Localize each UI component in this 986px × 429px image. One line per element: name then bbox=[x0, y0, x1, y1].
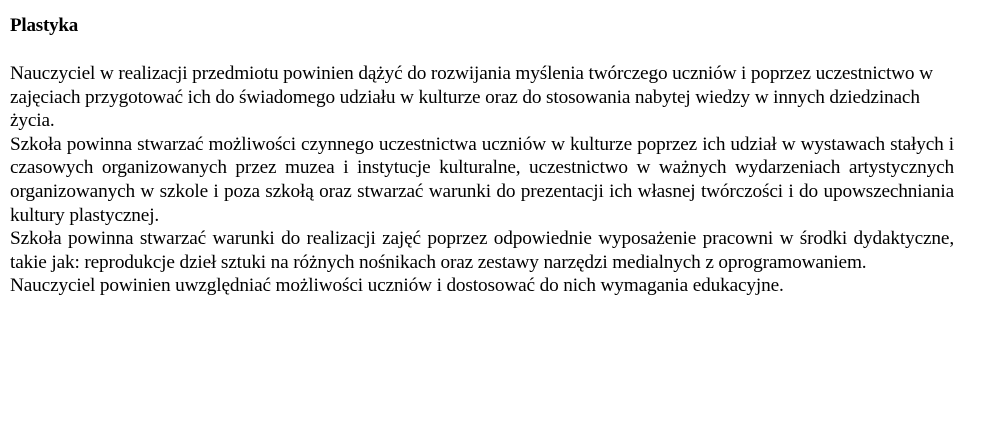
paragraph-school-culture: Szkoła powinna stwarzać możliwości czynnego uczestnictwa uczniów w kulturze poprzez ich udział w wystawach stałych i czasowych organizowanych przez muzea i instytucje kulturalne, uczestnictwo w ważnych wydarzeniach artystycznych organizowanych w szkole i poza szkołą oraz stwarzać warunki do prezentacji ich własnej twórczości i do upowszechniania kultury plastycznej. bbox=[10, 133, 954, 226]
paragraph-teacher-requirements: Nauczyciel powinien uwzględniać możliwości uczniów i dostosować do nich wymagania edukacyjne. bbox=[10, 275, 784, 297]
paragraph-teacher-goals: Nauczyciel w realizacji przedmiotu powinien dążyć do rozwijania myślenia twórczego uczniów i poprzez uczestnictwo w zajęciach przygotować ich do świadomego udziału w kulturze oraz do stosowania nabytej wiedzy w innych dziedzinach życia. bbox=[10, 63, 933, 132]
paragraph-school-equipment: Szkoła powinna stwarzać warunki do realizacji zajęć poprzez odpowiednie wyposażenie pracowni w środki dydaktyczne, takie jak: reprodukcje dzieł sztuki na różnych nośnikach oraz zestawy narzędzi medialnych z oprogramowaniem. bbox=[10, 228, 954, 273]
document-page bbox=[10, 14, 954, 298]
section-heading: Plastyka bbox=[10, 15, 79, 36]
